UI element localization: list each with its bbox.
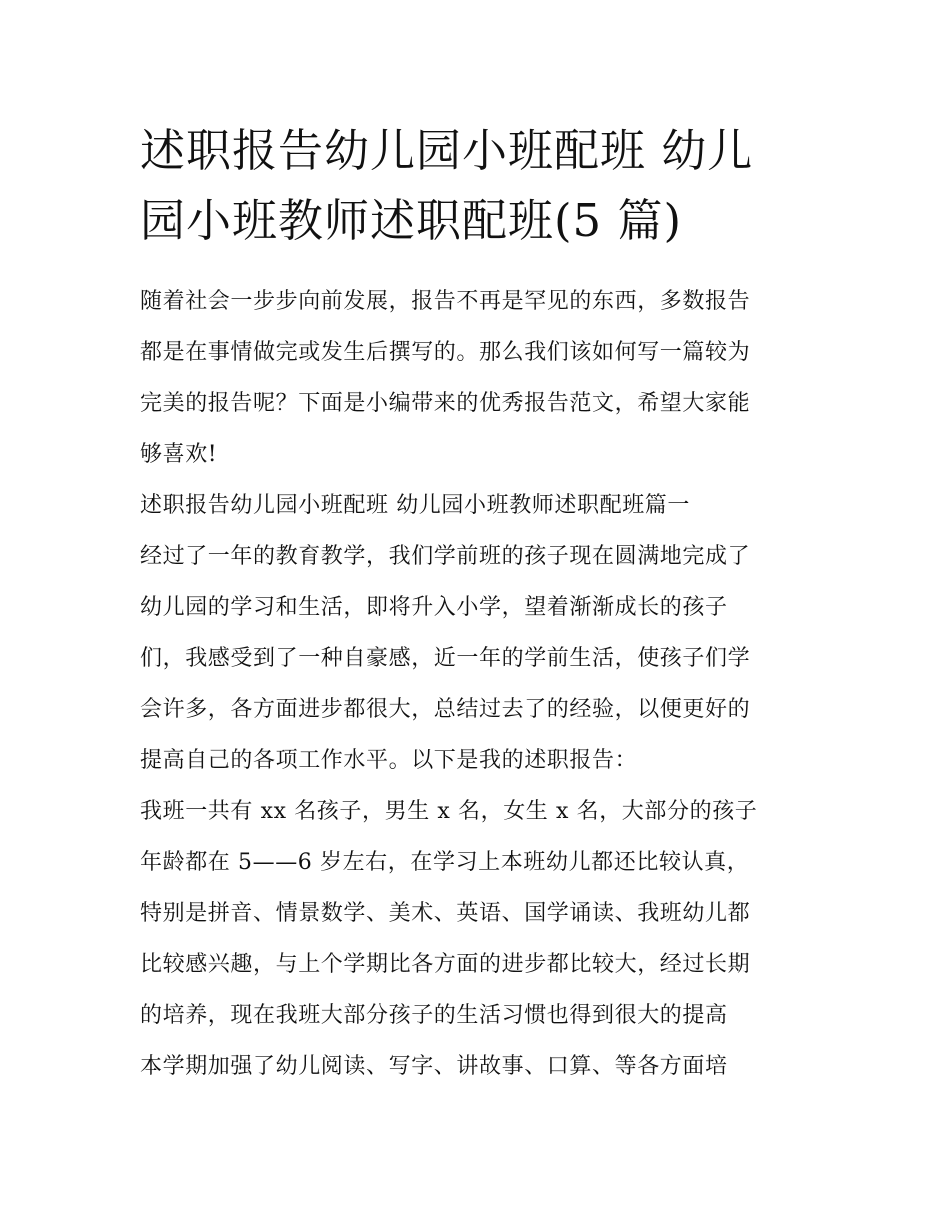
body-line: 年龄都在 5——6 岁左右，在学习上本班幼儿都还比较认真， [140, 850, 750, 875]
body-line: 经过了一年的教育教学，我们学前班的孩子现在圆满地完成了 [140, 544, 751, 569]
body-line: 比较感兴趣，与上个学期比各方面的进步都比较大，经过长期 [140, 952, 751, 977]
body-line: 我班一共有 xx 名孩子，男生 x 名，女生 x 名，大部分的孩子 [140, 799, 758, 824]
body-line: 都是在事情做完或发生后撰写的。那么我们该如何写一篇较为 [140, 340, 751, 365]
body-line: 随着社会一步步向前发展，报告不再是罕见的东西，多数报告 [140, 289, 751, 314]
body-line: 会许多，各方面进步都很大，总结过去了的经验，以便更好的 [140, 697, 751, 722]
body-line: 幼儿园的学习和生活，即将升入小学，望着渐渐成长的孩子 [140, 595, 728, 620]
document-body [140, 276, 830, 1092]
section-heading: 述职报告幼儿园小班配班 幼儿园小班教师述职配班篇一 [140, 493, 690, 518]
body-line: 够喜欢! [140, 442, 218, 467]
body-line: 特别是拼音、情景数学、美术、英语、国学诵读、我班幼儿都 [140, 901, 751, 926]
title-line: 园小班教师述职配班(5 篇) [140, 194, 683, 247]
body-line: 的培养，现在我班大部分孩子的生活习惯也得到很大的提高 [140, 1003, 728, 1028]
body-line: 们，我感受到了一种自豪感，近一年的学前生活，使孩子们学 [140, 646, 751, 671]
title-line: 述职报告幼儿园小班配班 幼儿 [140, 124, 754, 177]
body-line: 本学期加强了幼儿阅读、写字、讲故事、口算、等各方面培 [140, 1054, 728, 1079]
body-line: 完美的报告呢？下面是小编带来的优秀报告范文，希望大家能 [140, 391, 751, 416]
document-title [140, 116, 830, 256]
body-line: 提高自己的各项工作水平。以下是我的述职报告： [140, 748, 638, 773]
